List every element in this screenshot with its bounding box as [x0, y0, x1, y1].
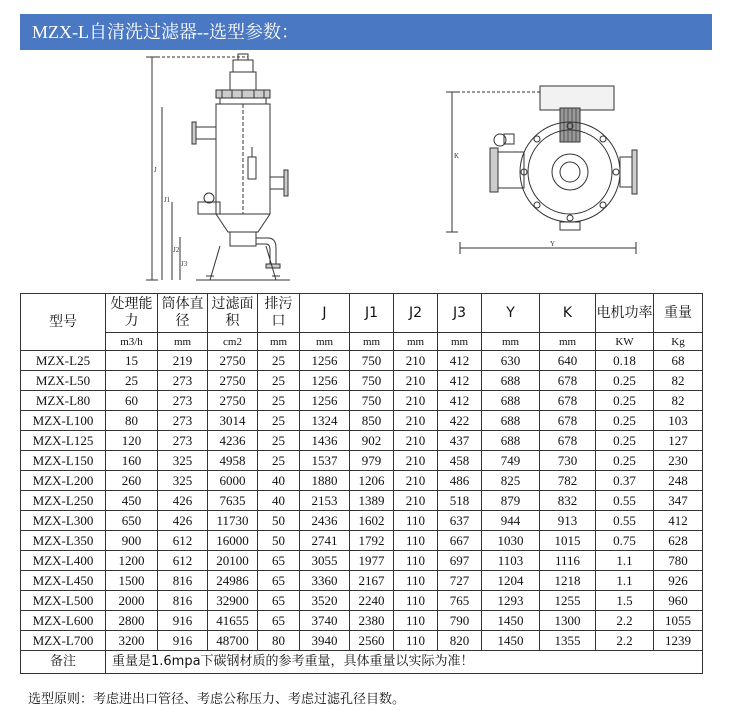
- header-weight: 重量: [654, 294, 703, 333]
- value-cell: 48700: [208, 631, 258, 651]
- value-cell: 879: [482, 491, 540, 511]
- value-cell: 3940: [300, 631, 350, 651]
- value-cell: 110: [394, 611, 438, 631]
- value-cell: 0.25: [596, 431, 654, 451]
- value-cell: 16000: [208, 531, 258, 551]
- value-cell: 0.18: [596, 351, 654, 371]
- value-cell: 210: [394, 351, 438, 371]
- value-cell: 110: [394, 631, 438, 651]
- value-cell: 3200: [106, 631, 158, 651]
- value-cell: 0.25: [596, 411, 654, 431]
- value-cell: 2741: [300, 531, 350, 551]
- value-cell: 412: [654, 511, 703, 531]
- model-cell: MZX-L150: [21, 451, 106, 471]
- value-cell: 2.2: [596, 631, 654, 651]
- value-cell: 210: [394, 411, 438, 431]
- value-cell: 1015: [540, 531, 596, 551]
- table-row: [21, 451, 703, 471]
- value-cell: 678: [540, 391, 596, 411]
- unit-cell: m3/h: [106, 333, 158, 351]
- value-cell: 41655: [208, 611, 258, 631]
- value-cell: 820: [438, 631, 482, 651]
- value-cell: 80: [106, 411, 158, 431]
- model-cell: MZX-L700: [21, 631, 106, 651]
- value-cell: 3740: [300, 611, 350, 631]
- value-cell: 65: [258, 591, 300, 611]
- model-cell: MZX-L50: [21, 371, 106, 391]
- value-cell: 20100: [208, 551, 258, 571]
- value-cell: 1.5: [596, 591, 654, 611]
- value-cell: 1055: [654, 611, 703, 631]
- value-cell: 730: [540, 451, 596, 471]
- value-cell: 3014: [208, 411, 258, 431]
- value-cell: 4958: [208, 451, 258, 471]
- value-cell: 1116: [540, 551, 596, 571]
- value-cell: 1255: [540, 591, 596, 611]
- value-cell: 25: [258, 351, 300, 371]
- value-cell: 80: [258, 631, 300, 651]
- dim-label-y: Y: [550, 240, 556, 248]
- table-row: [21, 471, 703, 491]
- value-cell: 273: [158, 371, 208, 391]
- value-cell: 40: [258, 471, 300, 491]
- value-cell: 210: [394, 391, 438, 411]
- value-cell: 1.1: [596, 551, 654, 571]
- value-cell: 32900: [208, 591, 258, 611]
- value-cell: 0.75: [596, 531, 654, 551]
- page-title: MZX-L自清洗过滤器--选型参数：: [32, 22, 299, 42]
- value-cell: 688: [482, 411, 540, 431]
- value-cell: 110: [394, 551, 438, 571]
- value-cell: 25: [106, 371, 158, 391]
- header-k: K: [540, 294, 596, 333]
- value-cell: 2800: [106, 611, 158, 631]
- table-note-row: [21, 651, 703, 674]
- top-view-drawing: [446, 86, 637, 254]
- value-cell: 3055: [300, 551, 350, 571]
- value-cell: 916: [158, 631, 208, 651]
- value-cell: 650: [106, 511, 158, 531]
- value-cell: 1602: [350, 511, 394, 531]
- value-cell: 210: [394, 471, 438, 491]
- value-cell: 913: [540, 511, 596, 531]
- value-cell: 2750: [208, 371, 258, 391]
- side-view-drawing: [146, 54, 290, 280]
- model-cell: MZX-L125: [21, 431, 106, 451]
- value-cell: 1450: [482, 631, 540, 651]
- model-cell: MZX-L200: [21, 471, 106, 491]
- value-cell: 6000: [208, 471, 258, 491]
- value-cell: 916: [158, 611, 208, 631]
- value-cell: 2240: [350, 591, 394, 611]
- note-label: 备注: [21, 651, 106, 674]
- table-row: [21, 631, 703, 651]
- value-cell: 2000: [106, 591, 158, 611]
- value-cell: 816: [158, 591, 208, 611]
- value-cell: 1206: [350, 471, 394, 491]
- selection-principle: 选型原则：考虑进出口管径、考虑公称压力、考虑过滤孔径目数。: [28, 692, 406, 707]
- value-cell: 82: [654, 371, 703, 391]
- value-cell: 1389: [350, 491, 394, 511]
- value-cell: 65: [258, 611, 300, 631]
- header-barrel-diameter: 筒体直径: [158, 294, 208, 333]
- value-cell: 25: [258, 391, 300, 411]
- value-cell: 50: [258, 511, 300, 531]
- value-cell: 325: [158, 451, 208, 471]
- table-row: [21, 371, 703, 391]
- model-cell: MZX-L100: [21, 411, 106, 431]
- value-cell: 3520: [300, 591, 350, 611]
- value-cell: 248: [654, 471, 703, 491]
- header-model: 型号: [21, 294, 106, 351]
- value-cell: 127: [654, 431, 703, 451]
- value-cell: 944: [482, 511, 540, 531]
- value-cell: 65: [258, 551, 300, 571]
- table-row: [21, 391, 703, 411]
- model-cell: MZX-L400: [21, 551, 106, 571]
- filter-drawings: [20, 52, 712, 292]
- value-cell: 50: [258, 531, 300, 551]
- value-cell: 850: [350, 411, 394, 431]
- model-cell: MZX-L350: [21, 531, 106, 551]
- unit-cell: mm: [438, 333, 482, 351]
- value-cell: 2380: [350, 611, 394, 631]
- table-row: [21, 411, 703, 431]
- value-cell: 25: [258, 451, 300, 471]
- value-cell: 816: [158, 571, 208, 591]
- model-cell: MZX-L80: [21, 391, 106, 411]
- value-cell: 518: [438, 491, 482, 511]
- value-cell: 68: [654, 351, 703, 371]
- value-cell: 1977: [350, 551, 394, 571]
- value-cell: 210: [394, 491, 438, 511]
- value-cell: 273: [158, 411, 208, 431]
- value-cell: 2750: [208, 351, 258, 371]
- value-cell: 0.55: [596, 511, 654, 531]
- value-cell: 25: [258, 431, 300, 451]
- value-cell: 40: [258, 491, 300, 511]
- value-cell: 2.2: [596, 611, 654, 631]
- value-cell: 412: [438, 371, 482, 391]
- value-cell: 825: [482, 471, 540, 491]
- value-cell: 1256: [300, 371, 350, 391]
- value-cell: 273: [158, 431, 208, 451]
- value-cell: 1.1: [596, 571, 654, 591]
- value-cell: 678: [540, 371, 596, 391]
- value-cell: 1436: [300, 431, 350, 451]
- value-cell: 4236: [208, 431, 258, 451]
- model-cell: MZX-L300: [21, 511, 106, 531]
- value-cell: 210: [394, 431, 438, 451]
- unit-cell: KW: [596, 333, 654, 351]
- value-cell: 902: [350, 431, 394, 451]
- value-cell: 1218: [540, 571, 596, 591]
- value-cell: 160: [106, 451, 158, 471]
- spec-table: [20, 293, 703, 674]
- value-cell: 667: [438, 531, 482, 551]
- value-cell: 727: [438, 571, 482, 591]
- value-cell: 0.25: [596, 451, 654, 471]
- unit-cell: cm2: [208, 333, 258, 351]
- value-cell: 486: [438, 471, 482, 491]
- value-cell: 688: [482, 371, 540, 391]
- header-drain-port: 排污口: [258, 294, 300, 333]
- dim-label-k: K: [454, 152, 460, 160]
- value-cell: 412: [438, 351, 482, 371]
- value-cell: 1880: [300, 471, 350, 491]
- value-cell: 260: [106, 471, 158, 491]
- table-row: [21, 491, 703, 511]
- value-cell: 230: [654, 451, 703, 471]
- value-cell: 3360: [300, 571, 350, 591]
- value-cell: 412: [438, 391, 482, 411]
- value-cell: 25: [258, 411, 300, 431]
- table-row: [21, 531, 703, 551]
- value-cell: 110: [394, 591, 438, 611]
- value-cell: 1355: [540, 631, 596, 651]
- value-cell: 273: [158, 391, 208, 411]
- dim-label-j2: J2: [173, 246, 180, 254]
- model-cell: MZX-L600: [21, 611, 106, 631]
- value-cell: 458: [438, 451, 482, 471]
- header-motor-power: 电机功率: [596, 294, 654, 333]
- header-y: Y: [482, 294, 540, 333]
- value-cell: 426: [158, 511, 208, 531]
- header-j1: J1: [350, 294, 394, 333]
- header-j: J: [300, 294, 350, 333]
- value-cell: 0.25: [596, 391, 654, 411]
- unit-cell: mm: [394, 333, 438, 351]
- model-cell: MZX-L25: [21, 351, 106, 371]
- value-cell: 2436: [300, 511, 350, 531]
- model-cell: MZX-L450: [21, 571, 106, 591]
- value-cell: 765: [438, 591, 482, 611]
- value-cell: 749: [482, 451, 540, 471]
- unit-cell: mm: [540, 333, 596, 351]
- value-cell: 210: [394, 451, 438, 471]
- dim-label-j3: J3: [181, 260, 188, 268]
- unit-cell: Kg: [654, 333, 703, 351]
- unit-cell: mm: [350, 333, 394, 351]
- value-cell: 1293: [482, 591, 540, 611]
- value-cell: 219: [158, 351, 208, 371]
- model-cell: MZX-L500: [21, 591, 106, 611]
- table-row: [21, 571, 703, 591]
- value-cell: 2560: [350, 631, 394, 651]
- title-banner: [20, 14, 712, 50]
- value-cell: 678: [540, 411, 596, 431]
- value-cell: 2167: [350, 571, 394, 591]
- value-cell: 65: [258, 571, 300, 591]
- value-cell: 0.37: [596, 471, 654, 491]
- table-row: [21, 551, 703, 571]
- value-cell: 210: [394, 371, 438, 391]
- value-cell: 900: [106, 531, 158, 551]
- header-capacity: 处理能力: [106, 294, 158, 333]
- value-cell: 82: [654, 391, 703, 411]
- value-cell: 25: [258, 371, 300, 391]
- value-cell: 688: [482, 431, 540, 451]
- value-cell: 780: [654, 551, 703, 571]
- table-row: [21, 611, 703, 631]
- value-cell: 110: [394, 571, 438, 591]
- value-cell: 750: [350, 391, 394, 411]
- value-cell: 1324: [300, 411, 350, 431]
- table-row: [21, 351, 703, 371]
- note-text: 重量是1.6mpa下碳钢材质的参考重量，具体重量以实际为准！: [106, 651, 703, 674]
- value-cell: 1450: [482, 611, 540, 631]
- unit-cell: mm: [482, 333, 540, 351]
- header-j2: J2: [394, 294, 438, 333]
- value-cell: 612: [158, 551, 208, 571]
- value-cell: 103: [654, 411, 703, 431]
- value-cell: 750: [350, 371, 394, 391]
- value-cell: 678: [540, 431, 596, 451]
- value-cell: 1030: [482, 531, 540, 551]
- value-cell: 7635: [208, 491, 258, 511]
- value-cell: 325: [158, 471, 208, 491]
- value-cell: 782: [540, 471, 596, 491]
- value-cell: 422: [438, 411, 482, 431]
- unit-cell: mm: [300, 333, 350, 351]
- header-filter-area: 过滤面积: [208, 294, 258, 333]
- value-cell: 832: [540, 491, 596, 511]
- value-cell: 15: [106, 351, 158, 371]
- value-cell: 426: [158, 491, 208, 511]
- value-cell: 60: [106, 391, 158, 411]
- value-cell: 979: [350, 451, 394, 471]
- value-cell: 110: [394, 511, 438, 531]
- value-cell: 120: [106, 431, 158, 451]
- value-cell: 926: [654, 571, 703, 591]
- value-cell: 1792: [350, 531, 394, 551]
- value-cell: 688: [482, 391, 540, 411]
- value-cell: 11730: [208, 511, 258, 531]
- value-cell: 960: [654, 591, 703, 611]
- value-cell: 697: [438, 551, 482, 571]
- value-cell: 1256: [300, 391, 350, 411]
- value-cell: 24986: [208, 571, 258, 591]
- value-cell: 1204: [482, 571, 540, 591]
- value-cell: 750: [350, 351, 394, 371]
- value-cell: 1256: [300, 351, 350, 371]
- table-row: [21, 591, 703, 611]
- value-cell: 2750: [208, 391, 258, 411]
- value-cell: 0.55: [596, 491, 654, 511]
- value-cell: 1239: [654, 631, 703, 651]
- value-cell: 637: [438, 511, 482, 531]
- table-row: [21, 431, 703, 451]
- value-cell: 1200: [106, 551, 158, 571]
- table-header-row: [21, 294, 703, 333]
- value-cell: 1537: [300, 451, 350, 471]
- table-row: [21, 511, 703, 531]
- unit-cell: mm: [258, 333, 300, 351]
- value-cell: 450: [106, 491, 158, 511]
- value-cell: 790: [438, 611, 482, 631]
- dim-label-j: J: [154, 166, 157, 174]
- header-j3: J3: [438, 294, 482, 333]
- value-cell: 110: [394, 531, 438, 551]
- value-cell: 347: [654, 491, 703, 511]
- table-units-row: [21, 333, 703, 351]
- value-cell: 630: [482, 351, 540, 371]
- value-cell: 2153: [300, 491, 350, 511]
- model-cell: MZX-L250: [21, 491, 106, 511]
- value-cell: 640: [540, 351, 596, 371]
- value-cell: 612: [158, 531, 208, 551]
- unit-cell: mm: [158, 333, 208, 351]
- value-cell: 628: [654, 531, 703, 551]
- value-cell: 1300: [540, 611, 596, 631]
- value-cell: 0.25: [596, 371, 654, 391]
- dim-label-j1: J1: [164, 196, 171, 204]
- value-cell: 437: [438, 431, 482, 451]
- value-cell: 1500: [106, 571, 158, 591]
- value-cell: 1103: [482, 551, 540, 571]
